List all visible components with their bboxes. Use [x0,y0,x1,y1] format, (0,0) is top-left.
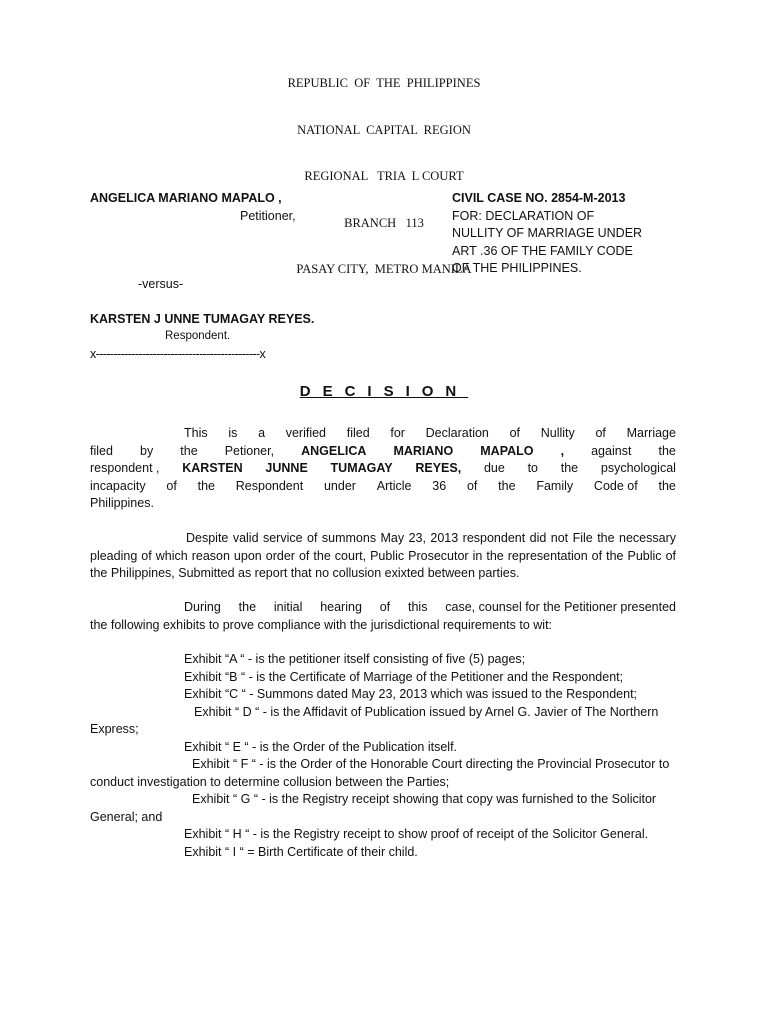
word: verified [285,426,327,440]
paragraph-line [90,460,676,478]
paragraph-line [90,599,676,617]
document-title: DECISION [299,383,469,400]
word: this [408,600,428,614]
word: the [180,443,198,458]
exhibit-item: Exhibit “B “ - is the Certificate of Marriage of the Petitioner and the Respondent; [184,669,624,684]
word: to [527,461,538,475]
word: MAPALO [480,443,534,458]
petitioner-name: ANGELICA MARIANO MAPALO , [90,191,282,205]
exhibit-item: Exhibit “ F “ - is the Order of the Honorable Court directing the Provincial Prosecutor to conduct investigation to determine collusion between the Parties; [90,757,670,789]
versus-label: -versus- [138,277,184,291]
exhibit-item: Exhibit “ E “ - is the Order of the Publication itself. [184,739,458,754]
word: the [560,461,579,475]
word: respondent , [90,461,160,475]
word: the [658,443,676,458]
header-line: NATIONAL CAPITAL REGION [297,122,471,137]
word: incapacity [90,478,146,493]
header-line: REGIONAL TRIA L COURT [304,169,464,183]
word: ANGELICA [301,443,367,458]
paragraph-line: Philippines. [90,496,154,510]
word: is [228,426,238,440]
word: Respondent [235,478,304,493]
respondent-label: Respondent. [165,330,231,342]
paragraph-line [90,478,676,496]
word: 36 [432,478,447,493]
paragraph-summons: Despite valid service of summons May 23, 2013 respondent did not File the necessary pleading of which reason upon order of the court, Public Prosecutor in the representation of the Public of the Philippines, Submitted as report that no collusion exixted between parties. [90,531,676,580]
case-for-line: ART .36 OF THE FAMILY CODE [452,243,633,258]
word: the [197,478,215,493]
case-for-line: NULLITY OF MARRIAGE UNDER [452,226,643,240]
exhibit-item: Exhibit “ H “ - is the Registry receipt to show proof of receipt of the Solicitor General. [184,827,649,841]
exhibit-item: Exhibit “ I “ = Birth Certificate of their child. [184,844,418,859]
paragraph-line [90,425,676,443]
word: of [166,478,177,493]
word: by [140,443,154,458]
paragraph-intro [90,425,676,513]
word: the [498,478,516,493]
word: initial [273,600,303,614]
word: KARSTEN [182,461,243,475]
word: This [184,426,208,440]
word: Article [376,478,412,493]
word: TUMAGAY [330,461,393,475]
word: under [323,478,356,493]
respondent-name: KARSTEN J UNNE TUMAGAY REYES. [90,312,315,326]
case-for-line: OF THE PHILIPPINES. [452,261,582,275]
word: JUNNE [265,461,308,475]
word: Petioner, [224,443,275,458]
exhibit-list [90,651,680,861]
word: Marriage [626,426,676,440]
word: filed [346,426,370,440]
exhibit-item: Exhibit “ D “ - is the Affidavit of Publication issued by Arnel G. Javier of The Northern Express; [90,704,659,736]
word: Family [536,478,574,493]
exhibit-item: Exhibit “A “ - is the petitioner itself consisting of five (5) pages; [184,652,526,666]
header-line: PASAY CITY, METRO MANILA [296,262,472,276]
word: During [184,600,221,614]
petitioner-label: Petitioner, [240,208,296,223]
word: REYES, [415,461,462,475]
header-line: BRANCH 113 [344,215,424,230]
word: MARIANO [393,443,454,458]
word: Code of [593,478,638,493]
word: due [483,461,505,475]
paragraph-line [90,443,676,461]
paragraph-hearing [90,599,676,634]
paragraph-line: the following exhibits to prove compliance with the jurisdictional requirements to wit: [90,617,553,632]
header-line: REPUBLIC OF THE PHILIPPINES [287,76,481,90]
exhibit-item: Exhibit “C “ - Summons dated May 23, 2013 which was issued to the Respondent; [184,687,638,701]
case-number: CIVIL CASE NO. 2854-M-2013 [452,191,626,205]
word: psychological [600,461,676,475]
word: for [390,426,405,440]
case-caption-parties [90,190,420,225]
case-for-line: FOR: DECLARATION OF [452,208,595,223]
word: of [509,426,521,440]
caption-separator: x----------------------------------------------x [90,347,266,361]
word: Declaration [425,426,489,440]
word: filed [90,443,113,458]
word: Nullity [540,426,575,440]
word: case, counsel for the Petitioner presented [445,600,676,614]
word: of [379,600,391,614]
word: the [238,600,257,614]
word: of [595,426,606,440]
word: against [591,443,632,458]
word: hearing [320,600,362,614]
exhibit-item: Exhibit “ G “ - is the Registry receipt showing that copy was furnished to the Solicitor General; and [90,792,657,824]
word: , [560,443,565,458]
word: a [258,426,266,440]
case-caption-details [452,190,692,278]
word: of [466,478,478,493]
word: the [658,478,676,493]
